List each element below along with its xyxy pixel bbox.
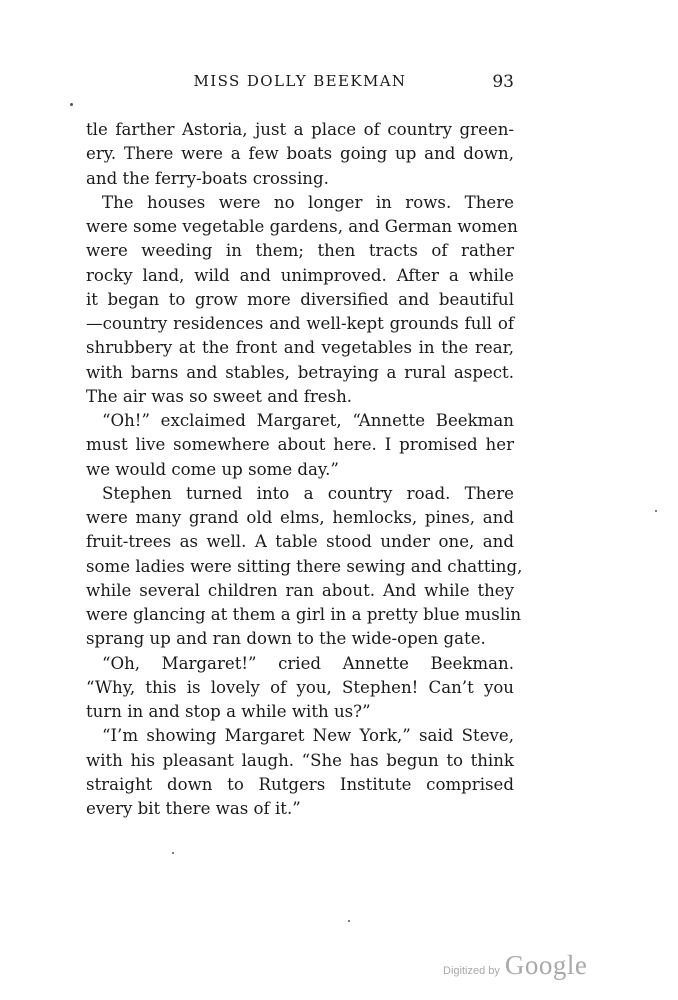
ink-speck (172, 852, 174, 854)
text-line: with barns and stables, betraying a rural aspect. (86, 362, 514, 382)
text-line: “Why, this is lovely of you, Stephen! Can’t you (86, 677, 514, 697)
text-line: while several children ran about. And while they (86, 580, 514, 600)
text-line: were some vegetable gardens, and German women (86, 217, 518, 236)
text-line: “I’m showing Margaret New York,” said Steve, (102, 726, 514, 746)
google-logo: Google (504, 950, 588, 980)
text-line: with his pleasant laugh. “She has begun to think (86, 750, 514, 770)
page-body-text (86, 118, 523, 821)
text-line: must live somewhere about here. I promised her (86, 435, 514, 455)
text-line: The air was so sweet and fresh. (86, 386, 353, 406)
text-line: “Oh!” exclaimed Margaret, “Annette Beekman (102, 411, 514, 430)
text-line: sprang up and ran down to the wide-open gate. (86, 629, 486, 649)
text-line: straight down to Rutgers Institute comprised (86, 774, 514, 794)
text-line: it began to grow more diversified and beautiful (86, 289, 514, 309)
text-line: and the ferry-boats crossing. (86, 168, 329, 188)
running-header (86, 68, 514, 98)
text-line: were many grand old elms, hemlocks, pines, and (86, 508, 514, 527)
text-line: turn in and stop a while with us?” (86, 702, 371, 721)
text-line: fruit-trees as well. A table stood under one, and (86, 532, 514, 552)
page-number: 93 (492, 72, 514, 92)
text-line: The houses were no longer in rows. There (102, 192, 514, 212)
text-line: were glancing at them a girl in a pretty blue muslin (86, 605, 522, 624)
ink-speck (70, 103, 73, 106)
text-line: Stephen turned into a country road. There (102, 483, 514, 503)
text-line: tle farther Astoria, just a place of country green- (86, 120, 514, 139)
running-title: MISS DOLLY BEEKMAN (193, 72, 407, 90)
text-line: were weeding in them; then tracts of rather (86, 241, 514, 261)
ink-speck (655, 510, 657, 512)
text-line: every bit there was of it.” (86, 799, 301, 818)
watermark-prefix: Digitized by (443, 965, 500, 977)
ink-speck (348, 920, 350, 922)
text-line: we would come up some day.” (86, 459, 339, 479)
digitized-by-google-watermark (443, 950, 587, 984)
text-line: “Oh, Margaret!” cried Annette Beekman. (102, 653, 514, 673)
text-line: some ladies were sitting there sewing and chatting, (86, 556, 523, 576)
text-line: ery. There were a few boats going up and down, (86, 144, 514, 164)
text-line: rocky land, wild and unimproved. After a while (86, 265, 514, 285)
text-line: shrubbery at the front and vegetables in the rear, (86, 338, 514, 358)
text-line: —country residences and well-kept grounds full of (86, 314, 514, 333)
